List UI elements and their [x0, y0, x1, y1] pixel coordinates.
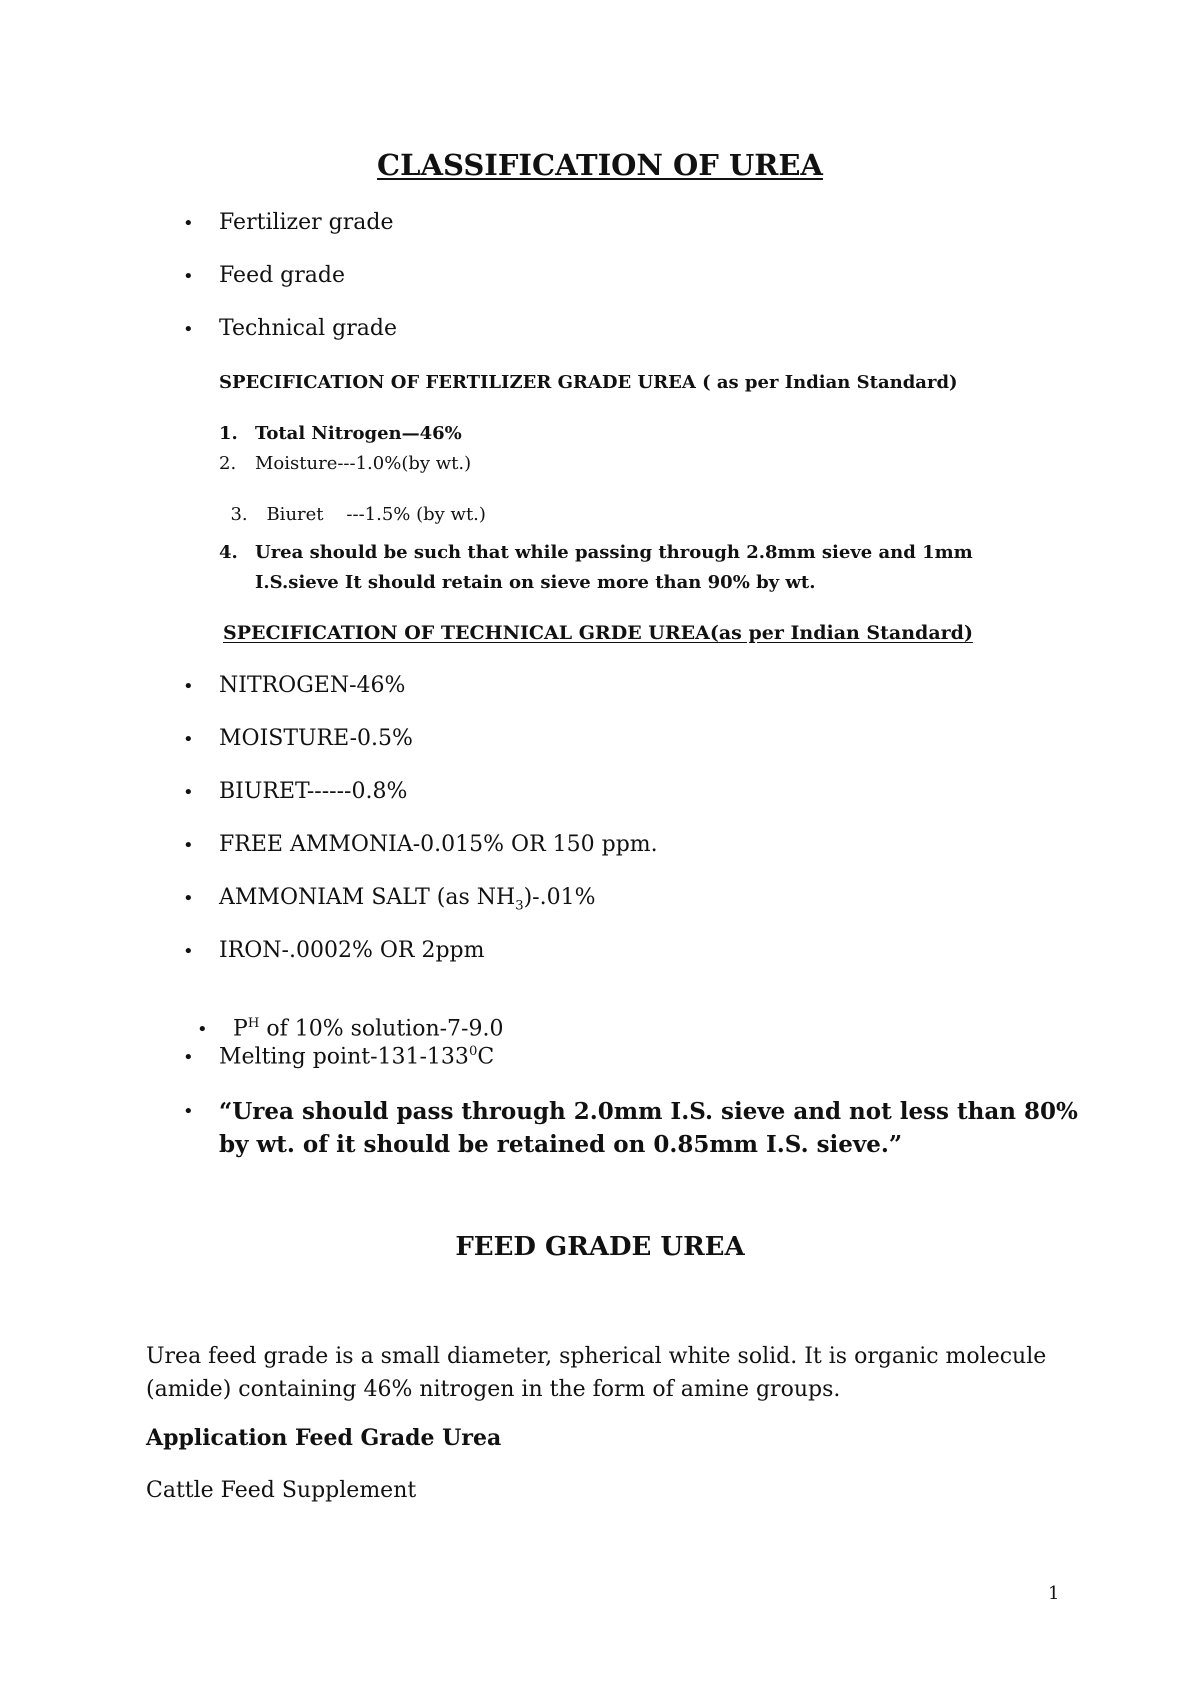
fertilizer-spec-item: 3. Biuret ---1.5% (by wt.)	[230, 504, 486, 525]
bullet-icon: •	[183, 781, 194, 803]
feed-grade-heading: FEED GRADE UREA	[455, 1232, 745, 1262]
grade-item-fertilizer: • Fertilizer grade	[183, 210, 394, 235]
bullet-icon: •	[183, 834, 194, 856]
application-heading: Application Feed Grade Urea	[146, 1425, 502, 1451]
page-title: CLASSIFICATION OF UREA	[377, 148, 823, 182]
bullet-icon: •	[183, 265, 194, 287]
fertilizer-spec-item: 1. Total Nitrogen—46%	[219, 423, 462, 444]
technical-spec-item: • NITROGEN-46%	[183, 673, 406, 698]
technical-spec-item: • AMMONIAM SALT (as $NH_3)-.01\%$	[183, 885, 596, 914]
grade-item-feed: • Feed grade	[183, 263, 345, 288]
technical-spec-item: • BIURET------0.8%	[183, 779, 408, 804]
bullet-icon: •	[183, 212, 194, 234]
technical-spec-item: • Melting point-$131-133^0C$	[183, 1044, 495, 1070]
fertilizer-spec-heading: SPECIFICATION OF FERTILIZER GRADE UREA ( as per Indian Standard)	[219, 372, 958, 393]
bullet-icon: •	[183, 1101, 194, 1122]
bullet-icon: •	[183, 318, 194, 340]
bullet-icon: •	[183, 887, 194, 909]
technical-spec-item: • FREE AMMONIA-0.015% OR 150 ppm.	[183, 832, 658, 857]
application-item: Cattle Feed Supplement	[146, 1478, 417, 1503]
technical-spec-item: • MOISTURE-0.5%	[183, 726, 413, 751]
bullet-icon: •	[197, 1018, 208, 1040]
grade-item-technical: • Technical grade	[183, 316, 397, 341]
fertilizer-spec-item: 4. Urea should be such that while passing through 2.8mm sieve and 1mm	[219, 542, 973, 563]
sieve-quote-item: • “Urea should pass through 2.0mm I.S. sieve and not less than 80% by wt. of it should be retained on 0.85mm I.S. sieve.”	[183, 1095, 1083, 1161]
feed-grade-description: Urea feed grade is a small diameter, spherical white solid. It is organic molecule (amide) containing 46% nitrogen in the form of amine groups.	[146, 1344, 1047, 1402]
bullet-icon: •	[183, 1046, 194, 1068]
bullet-icon: •	[183, 728, 194, 750]
bullet-icon: •	[183, 675, 194, 697]
technical-spec-item: • $P^H$ of 10% solution-7-9.0	[197, 1016, 504, 1042]
technical-spec-item: • IRON-.0002% OR 2ppm	[183, 938, 485, 963]
technical-spec-heading: SPECIFICATION OF TECHNICAL GRDE UREA(as per Indian Standard)	[223, 622, 973, 644]
fertilizer-spec-item: 2. Moisture---1.0%(by wt.)	[219, 453, 472, 474]
fertilizer-spec-item-continued: I.S.sieve It should retain on sieve more than 90% by wt.	[255, 572, 816, 593]
page-number: 1	[1048, 1583, 1060, 1604]
bullet-icon: •	[183, 940, 194, 962]
